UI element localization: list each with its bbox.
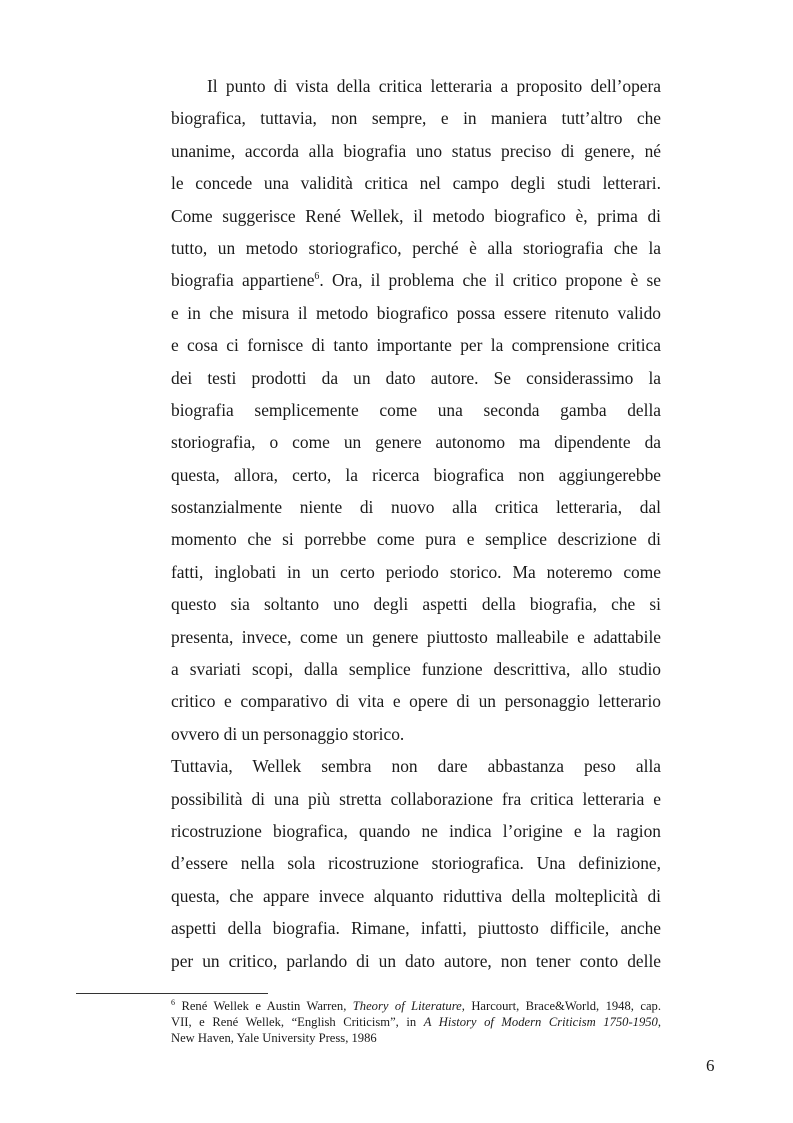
footnote-line: New Haven, Yale University Press, 1986: [171, 1031, 377, 1045]
text-line: per un critico, parlando di un dato autore, non tener conto delle: [171, 950, 661, 971]
text-line: possibilità di una più stretta collaborazione fra critica letteraria e: [171, 788, 661, 809]
text-line: critico e comparativo di vita e opere di un personaggio letterario: [171, 691, 661, 712]
text-line: fatti, inglobati in un certo periodo storico. Ma noteremo come: [171, 561, 661, 582]
footnote-number: 6: [171, 998, 175, 1007]
text-line: sostanzialmente niente di nuovo alla critica letteraria, dal: [171, 497, 661, 518]
text-line: storiografia, o come un genere autonomo ma dipendente da: [171, 432, 661, 453]
text-line: e cosa ci fornisce di tanto importante per la comprensione critica: [171, 335, 661, 356]
text-line: ovvero di un personaggio storico.: [171, 723, 405, 744]
text-line: Il punto di vista della critica letteraria a proposito dell’opera: [207, 76, 661, 96]
text-line: Come suggerisce René Wellek, il metodo biografico è, prima di: [171, 205, 661, 226]
text-line: d’essere nella sola ricostruzione storiografica. Una definizione,: [171, 853, 661, 874]
text-line: momento che si porrebbe come pura e semplice descrizione di: [171, 529, 661, 550]
text-segment: . Ora, il problema che il critico propone è se: [319, 270, 661, 291]
text-line: tutto, un metodo storiografico, perché è alla storiografia che la: [171, 237, 661, 258]
text-line: presenta, invece, come un genere piuttosto malleabile e adattabile: [171, 626, 661, 647]
text-line: biografia semplicemente come una seconda gamba della: [171, 399, 661, 420]
text-line: questo sia soltanto uno degli aspetti della biografia, che si: [171, 594, 661, 615]
text-line: aspetti della biografia. Rimane, infatti, piuttosto difficile, anche: [171, 918, 661, 939]
text-line: questa, che appare invece alquanto riduttiva della molteplicità di: [171, 885, 661, 906]
text-segment: biografia appartiene: [171, 270, 315, 291]
footnote-text: , Harcourt, Brace&World, 1948, cap.: [461, 999, 661, 1013]
body-text: [171, 70, 661, 977]
text-line: le concede una validità critica nel campo degli studi letterari.: [171, 173, 661, 194]
text-line: unanime, accorda alla biografia uno status preciso di genere, né: [171, 140, 661, 161]
footnote: [171, 998, 661, 1046]
footnote-book-title: A History of Modern Criticism 1750-1950: [423, 1015, 658, 1029]
text-line: questa, allora, certo, la ricerca biografica non aggiungerebbe: [171, 464, 661, 485]
footnote-text: ,: [657, 1015, 662, 1029]
text-line: ricostruzione biografica, quando ne indica l’origine e la ragion: [171, 820, 661, 841]
footnote-book-title: Theory of Literature: [352, 999, 462, 1013]
footnote-text: VII, e René Wellek, “English Criticism”, in: [171, 1015, 424, 1029]
footnote-reference: 6: [314, 271, 320, 283]
text-line: dei testi prodotti da un dato autore. Se considerassimo la: [171, 367, 661, 388]
footnote-text: René Wellek e Austin Warren,: [175, 999, 353, 1013]
footnote-separator: [76, 993, 268, 994]
text-line: biografica, tuttavia, non sempre, e in maniera tutt’altro che: [171, 108, 661, 129]
text-line: a svariati scopi, dalla semplice funzione descrittiva, allo studio: [171, 659, 661, 680]
text-line: e in che misura il metodo biografico possa essere ritenuto valido: [171, 302, 661, 323]
footnote-line: [171, 998, 661, 1014]
text-line: Tuttavia, Wellek sembra non dare abbastanza peso alla: [171, 756, 661, 777]
page-number: 6: [706, 1056, 715, 1075]
footnote-line: [171, 1014, 661, 1030]
text-line-with-footnote: [171, 264, 661, 296]
